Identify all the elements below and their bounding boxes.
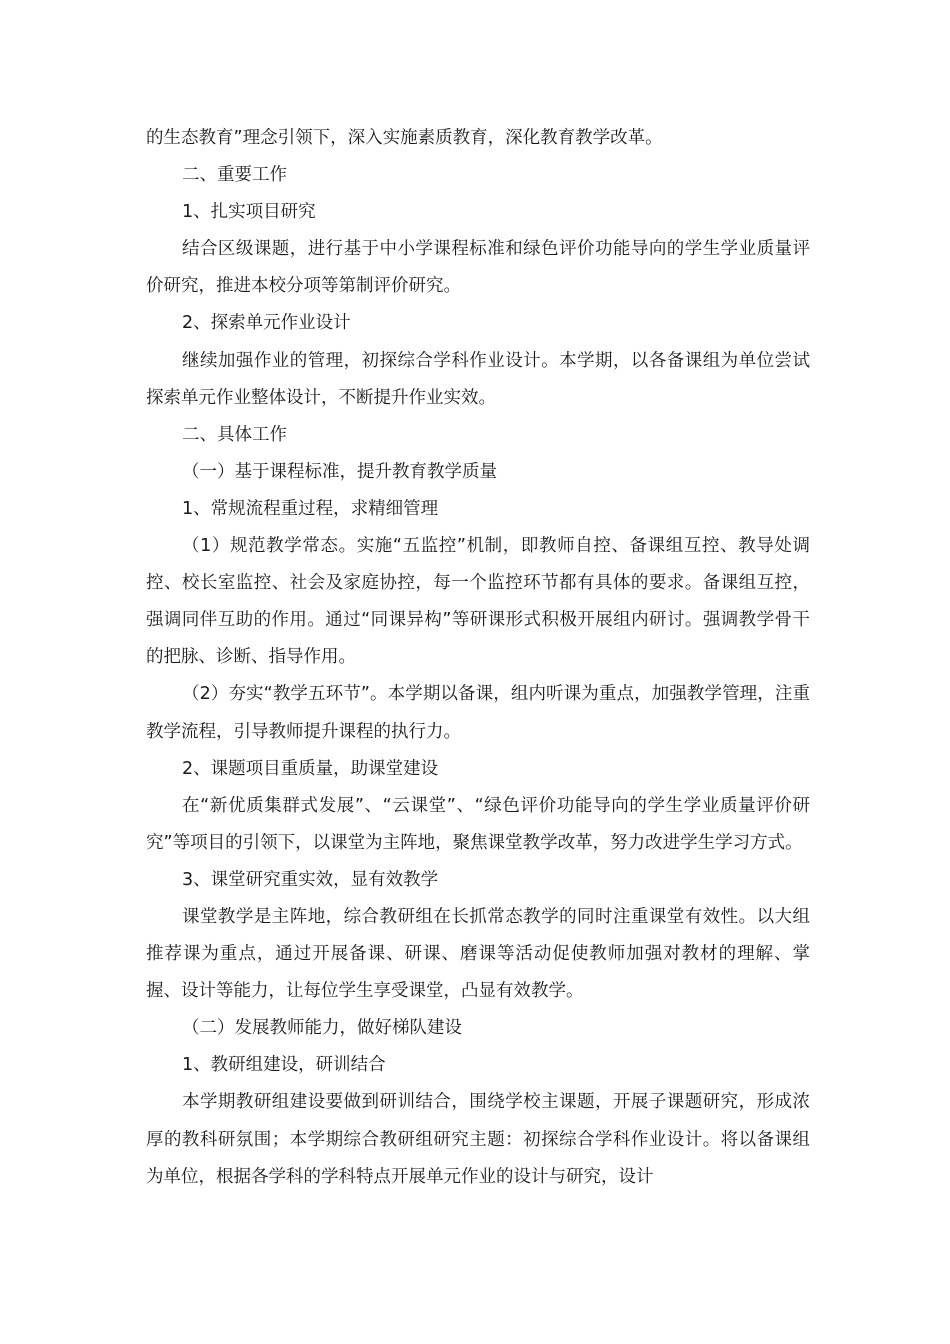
subsection-heading: 2、课题项目重质量，助课堂建设 bbox=[182, 758, 439, 779]
paragraph: 在“新优质集群式发展”、“云课堂”、“绿色评价功能导向的学生学业质量评价研究”等项目的引领下，以课堂为主阵地，聚焦课堂教学改革，努力改进学生学习方式。 bbox=[146, 795, 810, 853]
subsection-heading: 1、常规流程重过程，求精细管理 bbox=[182, 498, 439, 519]
subsection-heading: （一）基于课程标准，提升教育教学质量 bbox=[182, 461, 497, 482]
subsection-heading: （二）发展教师能力，做好梯队建设 bbox=[182, 1018, 462, 1039]
section-heading: 二、重要工作 bbox=[182, 165, 287, 186]
subsection-heading: 1、教研组建设，研训结合 bbox=[182, 1055, 386, 1076]
paragraph: 结合区级课题，进行基于中小学课程标准和绿色评价功能导向的学生学业质量评价研究，推进本校分项等第制评价研究。 bbox=[146, 239, 810, 297]
paragraph: 课堂教学是主阵地，综合教研组在长抓常态教学的同时注重课堂有效性。以大组推荐课为重点，通过开展备课、研课、磨课等活动促使教师加强对教材的理解、掌握、设计等能力，让每位学生享受课堂，凸显有效教学。 bbox=[146, 906, 810, 1002]
subsection-heading: 2、探索单元作业设计 bbox=[182, 313, 351, 334]
paragraph: 继续加强作业的管理，初探综合学科作业设计。本学期，以各备课组为单位尝试探索单元作业整体设计，不断提升作业实效。 bbox=[146, 350, 810, 408]
subsection-heading: 1、扎实项目研究 bbox=[182, 202, 316, 223]
paragraph: 本学期教研组建设要做到研训结合，围绕学校主课题，开展子课题研究，形成浓厚的教科研氛围；本学期综合教研组研究主题：初探综合学科作业设计。将以备课组为单位，根据各学科的学科特点开展单元作业的设计与研究，设计 bbox=[146, 1092, 810, 1187]
subsection-heading: 3、课堂研究重实效，显有效教学 bbox=[182, 869, 439, 890]
document-body bbox=[146, 120, 810, 1196]
paragraph: （1）规范教学常态。实施“五监控”机制，即教师自控、备课组互控、教导处调控、校长室监控、社会及家庭协控，每一个监控环节都有具体的要求。备课组互控，强调同伴互助的作用。通过“同课异构”等研课形式积极开展组内研讨。强调教学骨干的把脉、诊断、指导作用。 bbox=[146, 536, 810, 668]
paragraph: 的生态教育”理念引领下，深入实施素质教育，深化教育教学改革。 bbox=[146, 128, 663, 148]
section-heading: 二、具体工作 bbox=[182, 424, 287, 445]
paragraph: （2）夯实“教学五环节”。本学期以备课，组内听课为重点，加强教学管理，注重教学流程，引导教师提升课程的执行力。 bbox=[146, 684, 810, 742]
